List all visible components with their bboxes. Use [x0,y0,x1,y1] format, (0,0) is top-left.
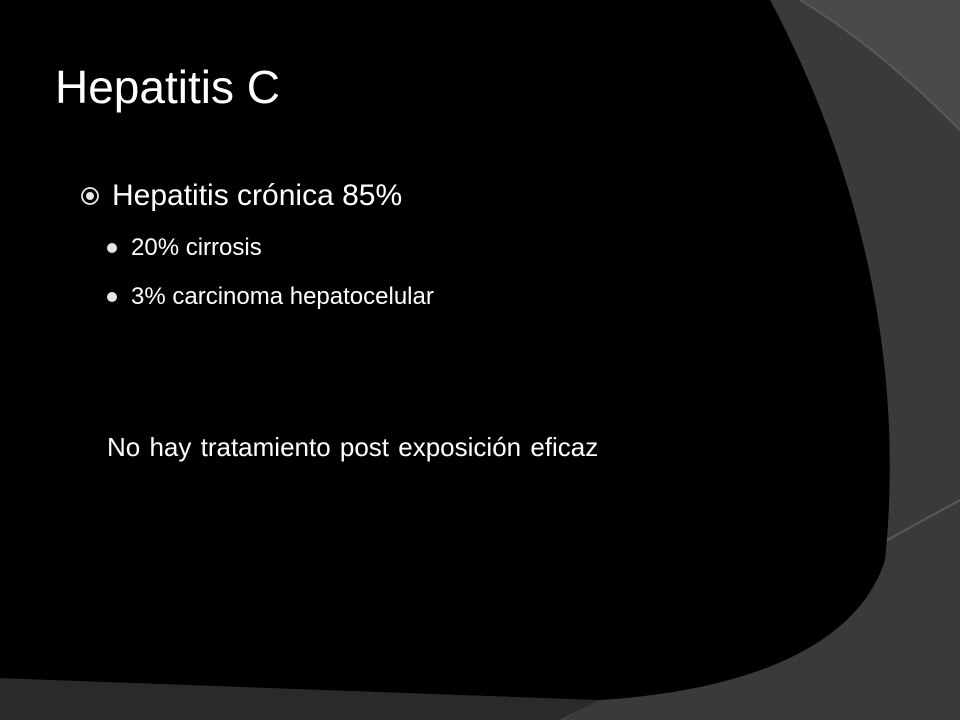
dot-bullet-icon [107,243,117,253]
sub-bullet-list [107,234,434,332]
note-text: No hay tratamiento post exposición eficaz [107,432,599,462]
sub-bullet-item [107,283,434,312]
sub-bullet-item [107,234,434,263]
sub-bullet-text: 3% carcinoma hepatocelular [131,282,434,310]
main-bullet-text: Hepatitis crónica 85% [112,179,403,212]
dot-bullet-icon [107,292,117,302]
sub-bullet-text: 20% cirrosis [131,234,262,261]
main-bullet [80,178,402,214]
target-bullet-icon [80,186,100,206]
slide-title: Hepatitis C [55,61,280,113]
